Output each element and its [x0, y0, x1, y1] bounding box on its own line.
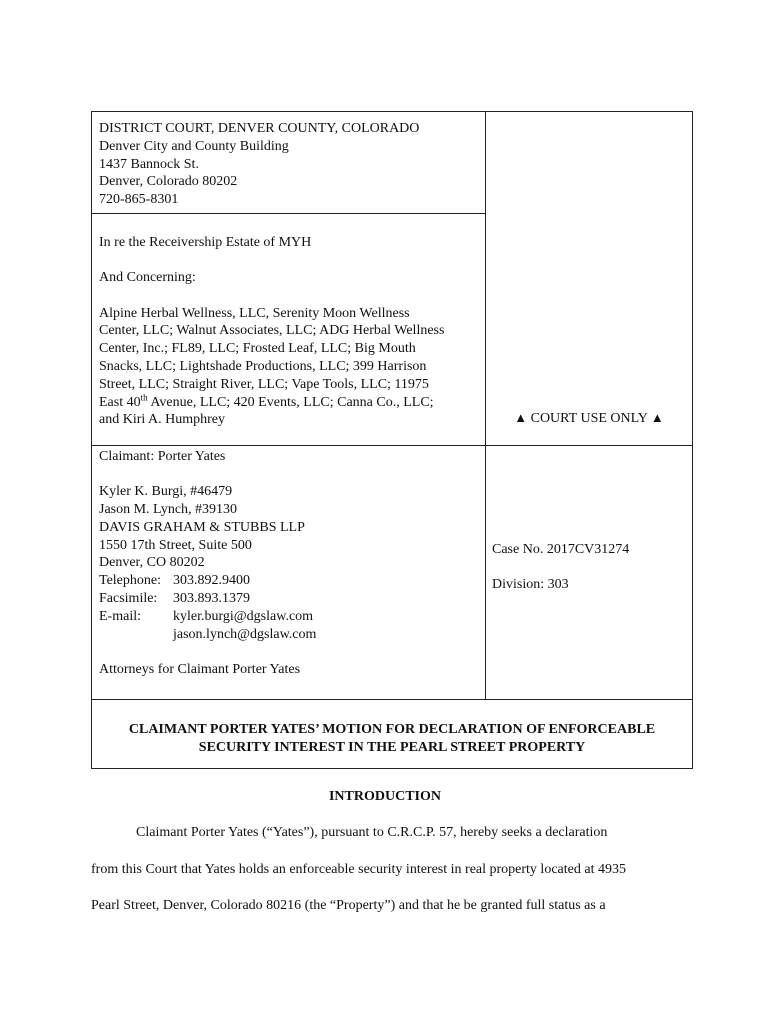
facsimile-line: [99, 590, 485, 608]
case-number: Case No. 2017CV31274: [492, 542, 630, 557]
claimant-line: Claimant: Porter Yates: [99, 449, 226, 464]
parties-line-7: and Kiri A. Humphrey: [99, 412, 225, 428]
in-re-line: In re the Receivership Estate of MYH: [99, 235, 312, 250]
attorney-1: Kyler K. Burgi, #46479: [99, 484, 233, 500]
caption-table: [91, 111, 693, 769]
attorneys-for-line: Attorneys for Claimant Porter Yates: [99, 661, 301, 677]
motion-title-line-2: SECURITY INTEREST IN THE PEARL STREET PROPERTY: [198, 739, 586, 755]
parties-line-6-end: Avenue, LLC; 420 Events, LLC; Canna Co., LLC;: [147, 394, 434, 410]
ordinal-suffix: th: [140, 391, 148, 402]
parties-line-1: Alpine Herbal Wellness, LLC, Serenity Moon Wellness: [99, 305, 410, 321]
court-use-only-text: COURT USE ONLY: [527, 411, 651, 426]
parties-line-6: [99, 391, 485, 412]
email-value-2: jason.lynch@dgslaw.com: [173, 626, 317, 642]
motion-title-line-1: CLAIMANT PORTER YATES’ MOTION FOR DECLARATION OF ENFORCEABLE: [128, 722, 656, 737]
facsimile-label: Facsimile:: [99, 591, 158, 607]
parties-line-6-start: East 40: [99, 394, 141, 410]
email-line-2: [99, 626, 485, 644]
facsimile-value: 303.893.1379: [173, 591, 250, 607]
parties-line-4: Snacks, LLC; Lightshade Productions, LLC; 399 Harrison: [99, 358, 427, 374]
triangle-up-icon: ▲: [514, 410, 528, 425]
telephone-value: 303.892.9400: [173, 573, 250, 589]
email-value-1: kyler.burgi@dgslaw.com: [173, 608, 314, 624]
parties-line-3: Center, Inc.; FL89, LLC; Frosted Leaf, LLC; Big Mouth: [99, 341, 416, 357]
firm-street: 1550 17th Street, Suite 500: [99, 537, 252, 553]
motion-title-cell: [92, 700, 692, 768]
parties-cell: [92, 214, 486, 446]
email-line: [99, 608, 485, 626]
court-use-cell: [486, 112, 692, 446]
attorney-2: Jason M. Lynch, #39130: [99, 502, 238, 518]
case-info-cell: [486, 446, 692, 700]
triangle-up-icon: ▲: [650, 410, 664, 425]
court-city: Denver, Colorado 80202: [99, 174, 238, 190]
and-concerning-line: And Concerning:: [99, 270, 196, 286]
section-heading: INTRODUCTION: [328, 789, 441, 804]
parties-line-5: Street, LLC; Straight River, LLC; Vape Tools, LLC; 11975: [99, 376, 429, 392]
law-firm: DAVIS GRAHAM & STUBBS LLP: [99, 519, 305, 535]
telephone-label: Telephone:: [99, 573, 161, 589]
email-label: E-mail:: [99, 608, 141, 624]
court-info-cell: [92, 112, 486, 214]
court-phone: 720-865-8301: [99, 192, 179, 208]
division: Division: 303: [492, 577, 569, 593]
parties-line-2: Center, LLC; Walnut Associates, LLC; ADG Herbal Wellness: [99, 323, 445, 339]
body-line-2: from this Court that Yates holds an enforceable security interest in real property located at 4935: [91, 862, 626, 877]
firm-city: Denver, CO 80202: [99, 555, 205, 571]
body-line-1: Claimant Porter Yates (“Yates”), pursuant to C.R.C.P. 57, hereby seeks a declaration: [136, 825, 608, 840]
court-building: Denver City and County Building: [99, 138, 289, 154]
body-line-3: Pearl Street, Denver, Colorado 80216 (the “Property”) and that he be granted full status as a: [91, 898, 606, 913]
telephone-line: [99, 572, 485, 590]
court-use-only-label: [486, 410, 692, 427]
attorney-cell: [92, 446, 486, 700]
court-name: DISTRICT COURT, DENVER COUNTY, COLORADO: [99, 121, 420, 136]
court-street: 1437 Bannock St.: [99, 156, 199, 172]
